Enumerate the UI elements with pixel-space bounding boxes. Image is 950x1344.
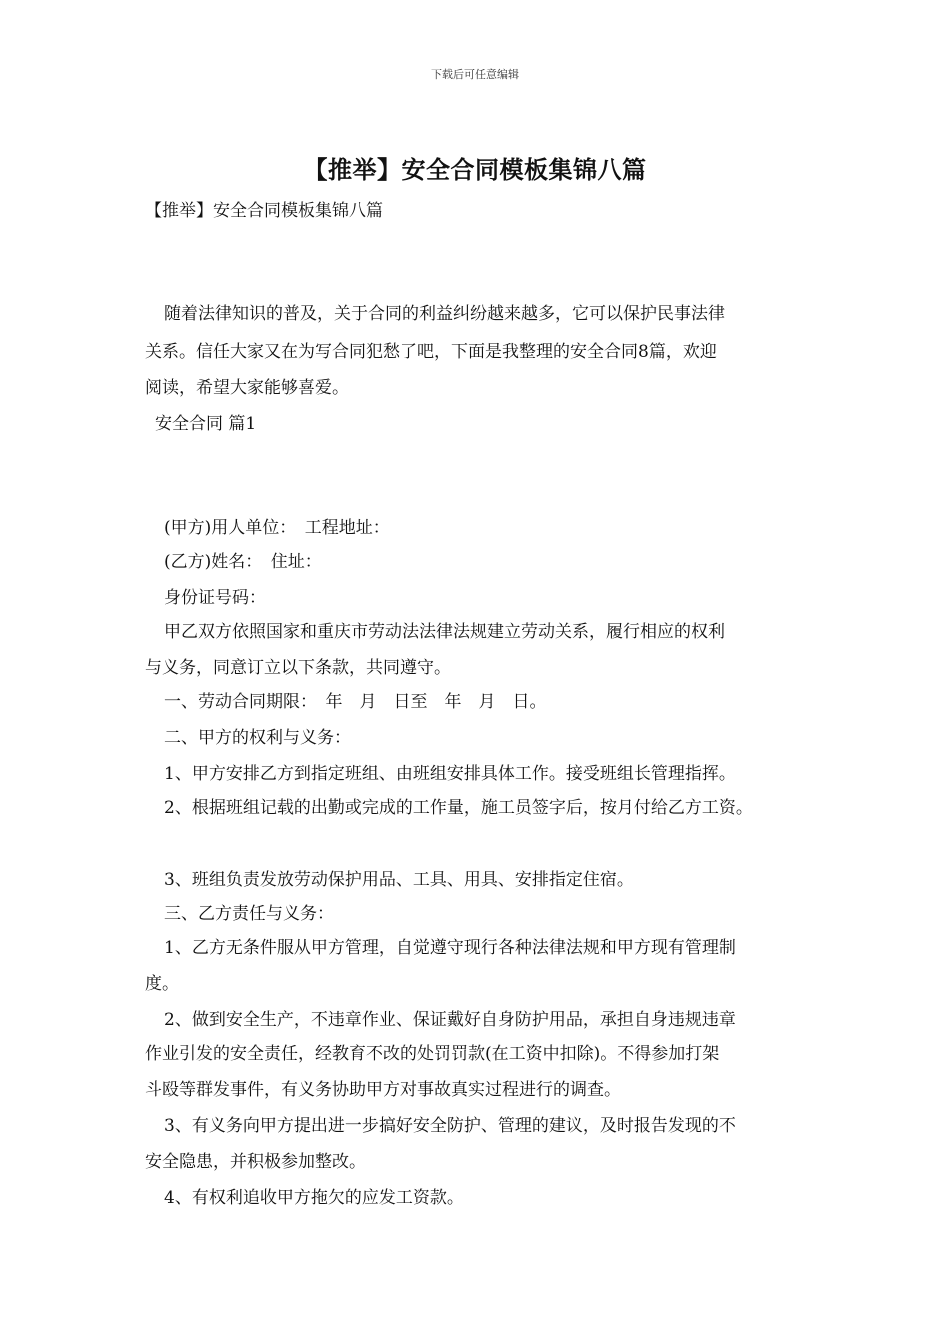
body-line: 甲乙双方依照国家和重庆市劳动法法律法规建立劳动关系，履行相应的权利: [164, 622, 725, 642]
party-b-line: (乙方)姓名： 住址：: [164, 552, 322, 572]
clause-line: 一、劳动合同期限： 年 月 日至 年 月 日。: [164, 692, 547, 712]
clause-line: 3、有义务向甲方提出进一步搞好安全防护、管理的建议，及时报告发现的不: [164, 1116, 736, 1136]
clause-line: 1、乙方无条件服从甲方管理，自觉遵守现行各种法律法规和甲方现有管理制: [164, 938, 736, 958]
clause-line: 2、根据班组记载的出勤或完成的工作量，施工员签字后，按月付给乙方工资。: [164, 798, 753, 818]
subtitle-line: 【推举】安全合同模板集锦八篇: [145, 201, 383, 221]
clause-line: 3、班组负责发放劳动保护用品、工具、用具、安排指定住宿。: [164, 870, 634, 890]
clause-line: 安全隐患，并积极参加整改。: [145, 1152, 366, 1172]
id-number-line: 身份证号码：: [164, 588, 266, 608]
header-note: 下载后可任意编辑: [431, 68, 519, 81]
party-a-line: (甲方)用人单位： 工程地址：: [164, 518, 390, 538]
intro-line-1: 随着法律知识的普及，关于合同的利益纠纷越来越多，它可以保护民事法律: [164, 304, 725, 324]
clause-line: 4、有权利追收甲方拖欠的应发工资款。: [164, 1188, 464, 1208]
intro-line-3: 阅读，希望大家能够喜爱。: [145, 378, 349, 398]
clause-line: 2、做到安全生产，不违章作业、保证戴好自身防护用品，承担自身违规违章: [164, 1010, 736, 1030]
clause-line: 三、乙方责任与义务：: [164, 904, 334, 924]
clause-line: 二、甲方的权利与义务：: [164, 728, 351, 748]
body-line: 与义务，同意订立以下条款，共同遵守。: [145, 658, 451, 678]
clause-line: 作业引发的安全责任，经教育不改的处罚罚款(在工资中扣除)。不得参加打架: [145, 1044, 720, 1064]
clause-line: 度。: [145, 974, 179, 994]
section-heading: 安全合同 篇1: [155, 414, 257, 434]
intro-line-2: 关系。信任大家又在为写合同犯愁了吧，下面是我整理的安全合同8篇，欢迎: [145, 342, 717, 362]
clause-line: 斗殴等群发事件，有义务协助甲方对事故真实过程进行的调查。: [145, 1080, 621, 1100]
clause-line: 1、甲方安排乙方到指定班组、由班组安排具体工作。接受班组长管理指挥。: [164, 764, 736, 784]
document-title: 【推举】安全合同模板集锦八篇: [303, 155, 647, 184]
